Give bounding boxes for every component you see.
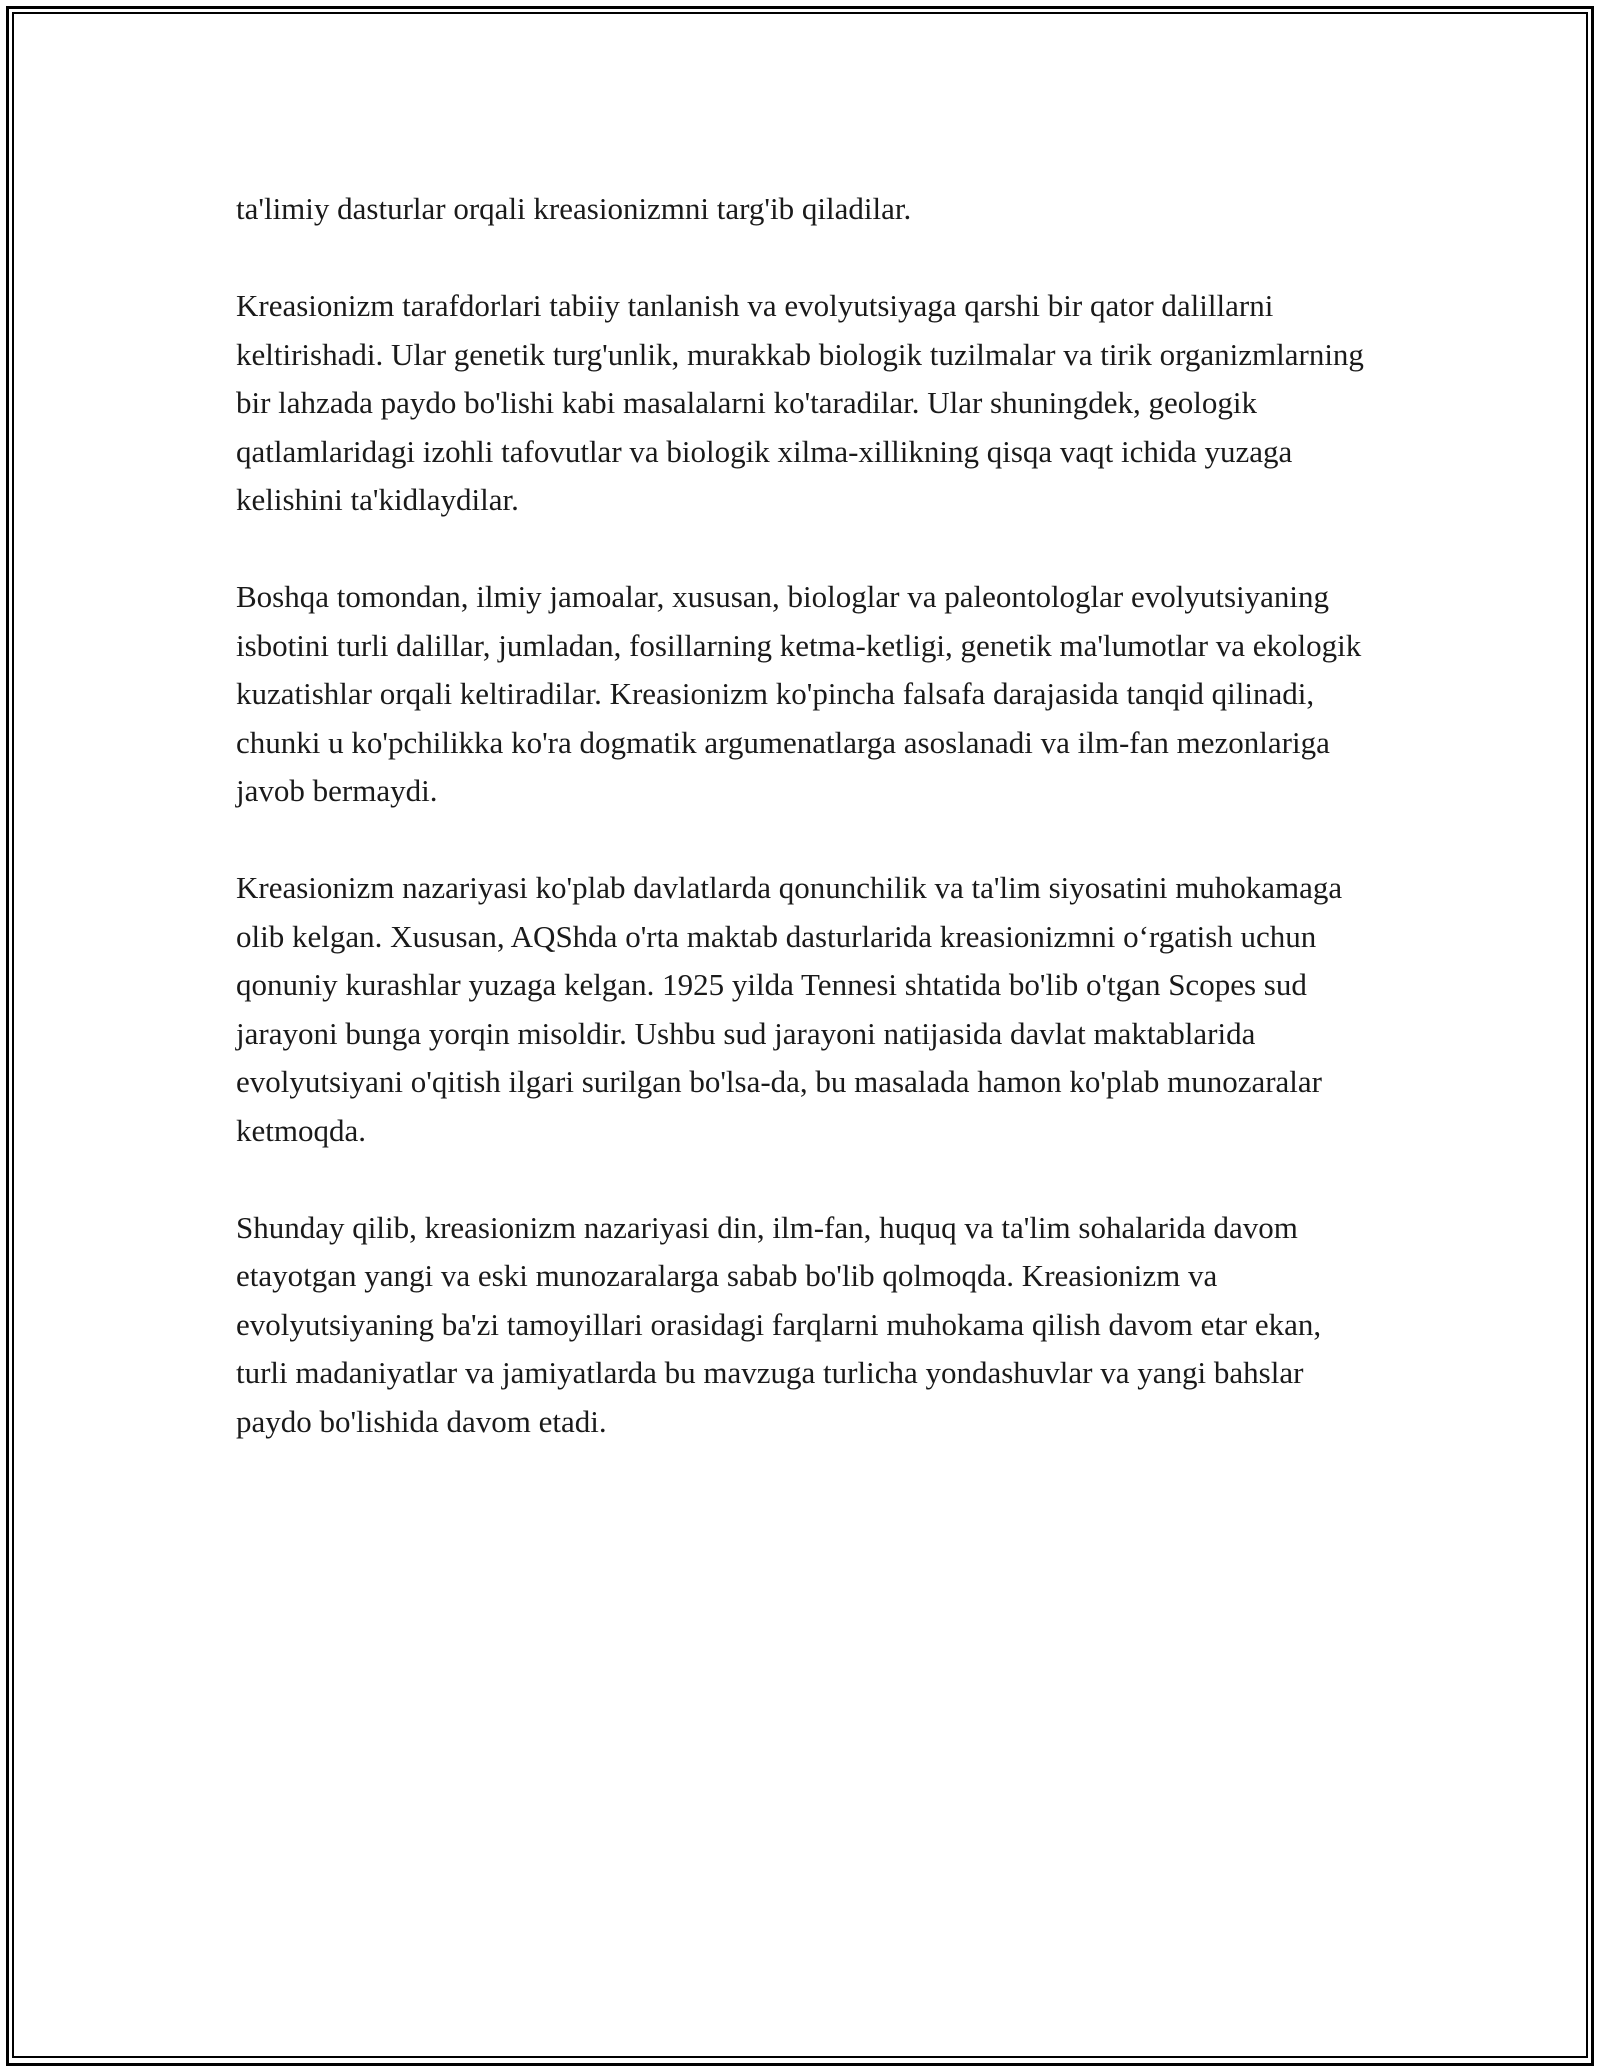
paragraph-3: Boshqa tomondan, ilmiy jamoalar, xususan, biologlar va paleontologlar evolyutsiyaning isbotini turli dalillar, jumladan, fosillarning ketma-ketligi, genetik ma'lumotlar va ekologik kuzatishlar orqali keltiradilar. Kreasionizm ko'pincha falsafa darajasida tanqid qilinadi, chunki u ko'pchilikka ko'ra dogmatik argumenatlarga asoslanadi va ilm-fan mezonlariga javob bermaydi. — [236, 579, 1362, 808]
paragraph-1: ta'limiy dasturlar orqali kreasionizmni targ'ib qiladilar. — [236, 191, 912, 226]
paragraph-5: Shunday qilib, kreasionizm nazariyasi din, ilm-fan, huquq va ta'lim sohalarida davom etayotgan yangi va eski munozaralarga sabab bo'lib qolmoqda. Kreasionizm va evolyutsiyaning ba'zi tamoyillari orasidagi farqlarni muhokama qilish davom etar ekan, turli madaniyatlar va jamiyatlarda bu mavzuga turlicha yondashuvlar va yangi bahslar paydo bo'lishida davom etadi. — [236, 1209, 1322, 1439]
paragraph-4: Kreasionizm nazariyasi ko'plab davlatlarda qonunchilik va ta'lim siyosatini muhokamaga olib kelgan. Xususan, AQShda o'rta maktab dasturlarida kreasionizmni o‘rgatish uchun qonuniy kurashlar yuzaga kelgan. 1925 yilda Tennesi shtatida bo'lib o'tgan Scopes sud jarayoni bunga yorqin misoldir. Ushbu sud jarayoni natijasida davlat maktablarida evolyutsiyani o'qitish ilgari surilgan bo'lsa-da, bu masalada hamon ko'plab munozaralar ketmoqda. — [236, 870, 1343, 1148]
paragraph-2: Kreasionizm tarafdorlari tabiiy tanlanish va evolyutsiyaga qarshi bir qator dalillarni keltirishadi. Ular genetik turg'unlik, murakkab biologik tuzilmalar va tirik organizmlarning bir lahzada paydo bo'lishi kabi masalalarni ko'taradilar. Ular shuningdek, geologik qatlamlaridagi izohli tafovutlar va biologik xilma-xillikning qisqa vaqt ichida yuzaga kelishini ta'kidlaydilar. — [236, 288, 1364, 517]
document-body — [236, 185, 1376, 1446]
